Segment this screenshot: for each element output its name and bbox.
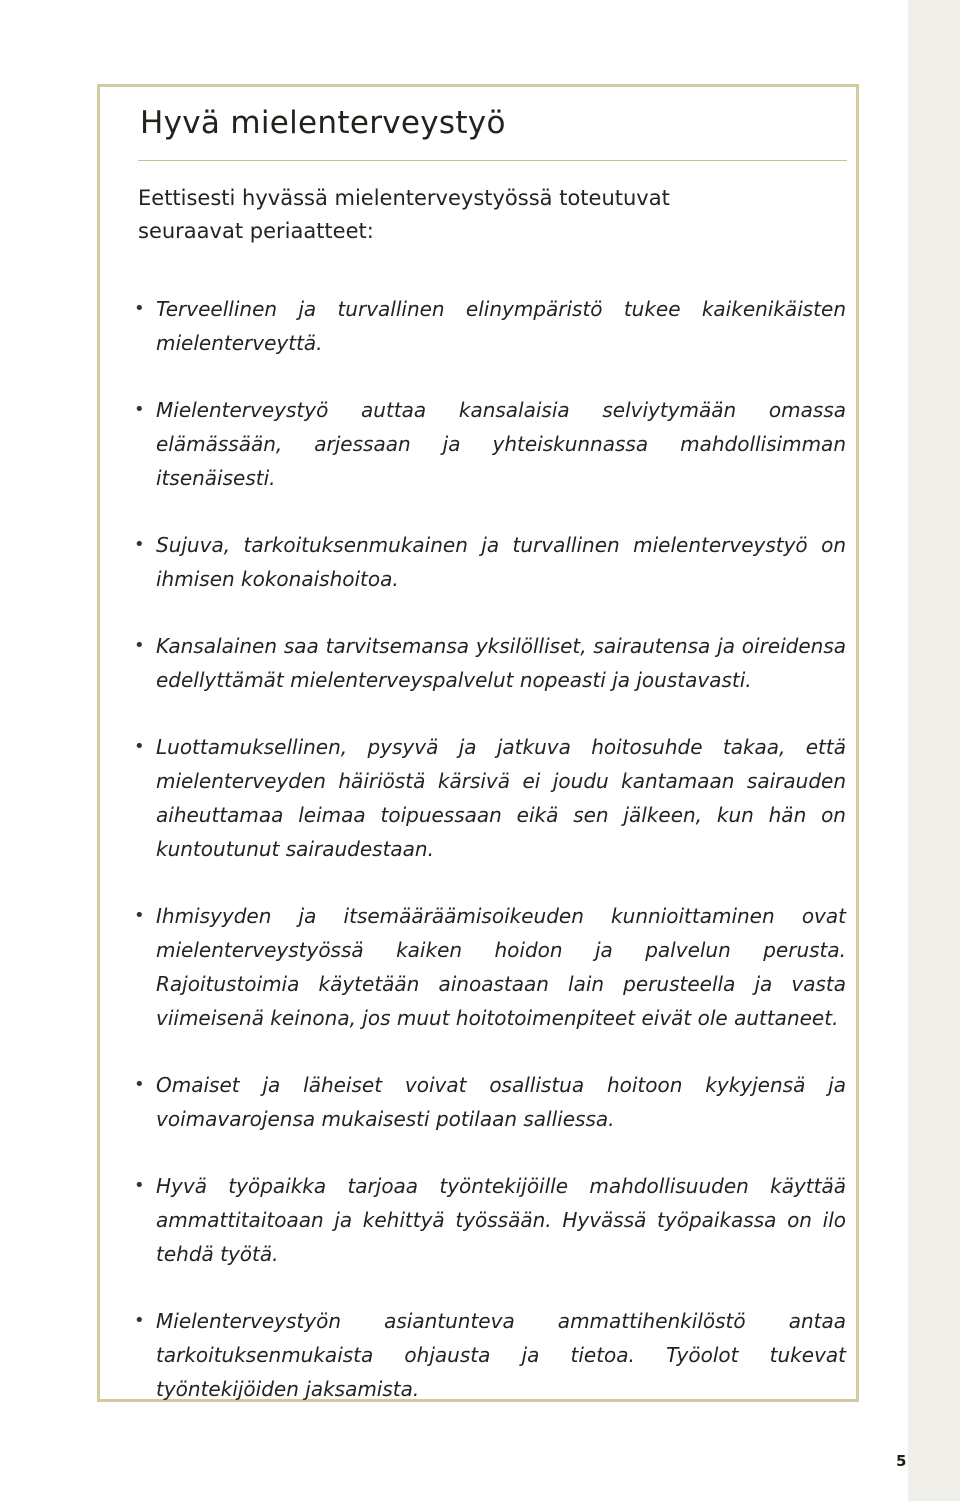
bullet-icon: • bbox=[134, 298, 145, 319]
list-item-text: Mielenterveystyön asiantunteva ammattihenkilöstö antaa tarkoituksenmukaista ohjausta ja tietoa. Työolot tukevat työntekijöiden jaksamista. bbox=[156, 1309, 846, 1401]
list-item bbox=[134, 899, 846, 1035]
list-item bbox=[134, 1068, 846, 1136]
page-title: Hyvä mielenterveystyö bbox=[140, 105, 506, 141]
bullet-icon: • bbox=[134, 534, 145, 555]
list-item-text: Ihmisyyden ja itsemääräämisoikeuden kunnioittaminen ovat mielenterveystyössä kaiken hoidon ja palvelun perusta. Rajoitustoimia käytetään ainoastaan lain perusteella ja vasta viimeisenä keinona, jos muut hoitotoimenpiteet eivät ole auttaneet. bbox=[156, 904, 846, 1030]
list-item-text: Hyvä työpaikka tarjoaa työntekijöille mahdollisuuden käyttää ammattitaitoaan ja kehittyä työssään. Hyvässä työpaikassa on ilo tehdä työtä. bbox=[156, 1174, 846, 1266]
list-item bbox=[134, 1304, 846, 1406]
bullet-icon: • bbox=[134, 1310, 145, 1331]
list-item-text: Terveellinen ja turvallinen elinympäristö tukee kaikenikäisten mielenterveyttä. bbox=[156, 297, 846, 355]
bullet-icon: • bbox=[134, 736, 145, 757]
list-item bbox=[134, 393, 846, 495]
list-item bbox=[134, 292, 846, 360]
bullet-icon: • bbox=[134, 905, 145, 926]
content-box bbox=[97, 84, 859, 1402]
list-item bbox=[134, 1169, 846, 1271]
list-item-text: Mielenterveystyö auttaa kansalaisia selviytymään omassa elämässään, arjessaan ja yhteiskunnassa mahdollisimman itsenäisesti. bbox=[156, 398, 846, 490]
list-item-text: Luottamuksellinen, pysyvä ja jatkuva hoitosuhde takaa, että mielenterveyden häiriöstä kärsivä ei joudu kantamaan sairauden aiheuttamaa leimaa toipuessaan eikä sen jälkeen, kun hän on kuntoutunut sairaudestaan. bbox=[156, 735, 846, 861]
list-item bbox=[134, 528, 846, 596]
bullet-icon: • bbox=[134, 399, 145, 420]
principles-list bbox=[134, 292, 846, 1439]
bullet-icon: • bbox=[134, 635, 145, 656]
page-number: 5 bbox=[896, 1452, 907, 1470]
list-item bbox=[134, 730, 846, 866]
list-item-text: Kansalainen saa tarvitsemansa yksilölliset, sairautensa ja oireidensa edellyttämät mielenterveyspalvelut nopeasti ja joustavasti. bbox=[156, 634, 846, 692]
list-item-text: Sujuva, tarkoituksenmukainen ja turvallinen mielenterveystyö on ihmisen kokonaishoitoa. bbox=[156, 533, 846, 591]
bullet-icon: • bbox=[134, 1074, 145, 1095]
title-divider bbox=[138, 160, 847, 161]
page-edge-strip bbox=[908, 0, 960, 1501]
bullet-icon: • bbox=[134, 1175, 145, 1196]
list-item-text: Omaiset ja läheiset voivat osallistua hoitoon kykyjensä ja voimavarojensa mukaisesti potilaan salliessa. bbox=[156, 1073, 846, 1131]
intro-text: Eettisesti hyvässä mielenterveystyössä toteutuvat seuraavat periaatteet: bbox=[138, 186, 670, 243]
list-item bbox=[134, 629, 846, 697]
